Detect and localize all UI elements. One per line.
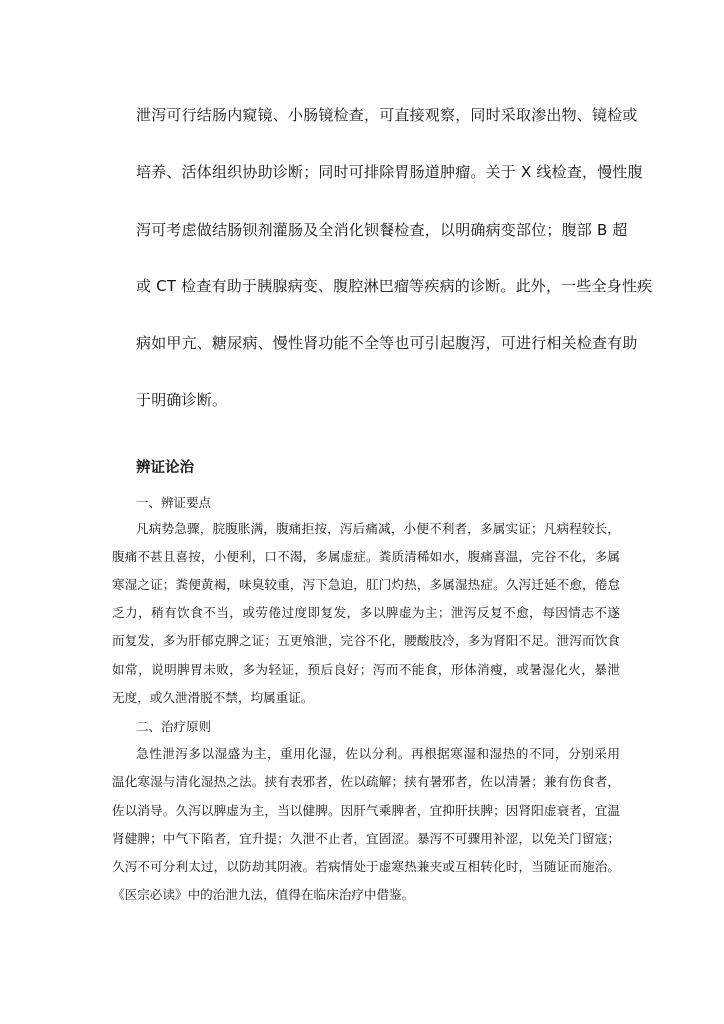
- paragraph-line: 佐以消导。久泻以脾虚为主，当以健脾。因肝气乘脾者，宜抑肝扶脾；因肾阳虚衰者，宜温: [112, 803, 620, 818]
- subsection-title: 一、辨证要点: [136, 495, 212, 510]
- subsection-title: 二、治疗原则: [136, 719, 212, 734]
- intro-line: 或 CT 检查有助于胰腺病变、腹腔淋巴瘤等疾病的诊断。此外，一些全身性疾: [136, 277, 653, 295]
- intro-line: 病如甲亢、糖尿病、慢性肾功能不全等也可引起腹泻，可进行相关检查有助: [136, 334, 638, 352]
- paragraph-line: 而复发，多为肝郁克脾之证；五更飧泄，完谷不化，腰酸肢冷，多为肾阳不足。泄泻而饮食: [112, 633, 620, 648]
- intro-line: 泄泻可行结肠内窥镜、小肠镜检查，可直接观察，同时采取渗出物、镜检或: [136, 106, 638, 124]
- paragraph-line: 凡病势急骤，脘腹胀满，腹痛拒按，泻后痛减，小便不利者，多属实证；凡病程较长，: [136, 521, 620, 536]
- paragraph-line: 温化寒湿与清化湿热之法。挟有表邪者，佐以疏解；挟有暑邪者，佐以清暑；兼有伤食者，: [112, 774, 620, 789]
- paragraph-line: 如常，说明脾胃未败，多为轻证，预后良好；泻而不能食，形体消瘦，或暑湿化火，暴泄: [112, 662, 620, 677]
- section-heading: 辨证论治: [136, 460, 194, 476]
- paragraph-line: 《医宗必读》中的治泄九法，值得在临床治疗中借鉴。: [112, 887, 415, 902]
- intro-line: 泻可考虑做结肠钡剂灌肠及全消化钡餐检查，以明确病变部位；腹部 B 超: [136, 221, 628, 239]
- paragraph-line: 寒湿之证；粪便黄褐，味臭较重，泻下急迫，肛门灼热，多属湿热症。久泻迁延不愈，倦怠: [112, 577, 620, 592]
- paragraph-line: 腹痛不甚且喜按，小便利，口不渴，多属虚症。粪质清稀如水，腹痛喜温，完谷不化，多属: [112, 549, 620, 564]
- paragraph-line: 乏力，稍有饮食不当，或劳倦过度即复发，多以脾虚为主；泄泻反复不愈，每因情志不遂: [112, 605, 620, 620]
- paragraph-line: 肾健脾；中气下陷者，宜升提；久泄不止者，宜固涩。暴泻不可骤用补涩，以免关门留寇；: [112, 831, 620, 846]
- paragraph-line: 无度，或久泄滑脱不禁，均属重证。: [112, 690, 314, 705]
- paragraph-line: 久泻不可分利太过，以防劫其阴液。若病情处于虚寒热兼夹或互相转化时，当随证而施治。: [112, 859, 620, 874]
- intro-line: 于明确诊断。: [136, 391, 228, 409]
- paragraph-line: 急性泄泻多以湿盛为主，重用化湿，佐以分利。再根据寒湿和湿热的不同，分别采用: [136, 746, 620, 761]
- intro-line: 培养、活体组织协助诊断；同时可排除胃肠道肿瘤。关于 X 线检查，慢性腹: [136, 163, 643, 181]
